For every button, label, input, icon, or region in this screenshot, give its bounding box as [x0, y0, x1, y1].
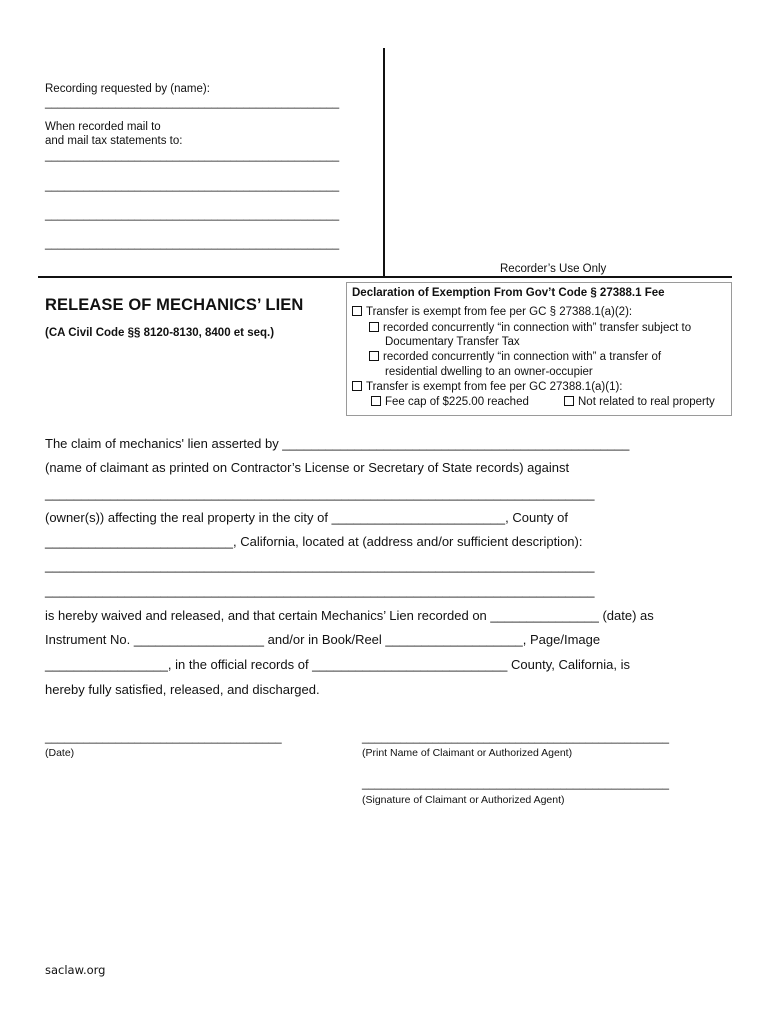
- date-label: (Date): [45, 747, 75, 759]
- exemption-a1-checkbox[interactable]: [352, 381, 362, 391]
- header-vertical-divider: [383, 48, 385, 278]
- mail-address-blank-1[interactable]: ______________________________________________: [45, 150, 340, 162]
- body-line-instrument[interactable]: Instrument No. __________________ and/or in Book/Reel ___________________, Page/Image: [45, 632, 601, 647]
- header-horizontal-divider: [38, 276, 732, 278]
- mail-address-blank-4[interactable]: ______________________________________________: [45, 238, 340, 250]
- fee-cap-checkbox[interactable]: [371, 396, 381, 406]
- mail-address-blank-3[interactable]: ______________________________________________: [45, 209, 340, 221]
- exemption-a1-label: Transfer is exempt from fee per GC 27388.1(a)(1):: [366, 381, 623, 393]
- exemption-item-a2-owner: [369, 351, 661, 363]
- exemption-dtt-label: recorded concurrently “in connection with” transfer subject to: [383, 322, 692, 334]
- exemption-dtt-checkbox[interactable]: [369, 322, 379, 332]
- not-real-property-label: Not related to real property: [578, 396, 715, 408]
- print-name-label: (Print Name of Claimant or Authorized Agent): [362, 747, 573, 759]
- recorders-use-label: Recorder’s Use Only: [500, 263, 607, 275]
- body-line-owner-blank[interactable]: ____________________________________________________________________________: [45, 486, 595, 501]
- body-line-official-records[interactable]: _________________, in the official records of ___________________________ County, California, is: [45, 657, 630, 672]
- fee-cap-label: Fee cap of $225.00 reached: [385, 396, 529, 408]
- exemption-a2-label: Transfer is exempt from fee per GC § 27388.1(a)(2):: [366, 306, 633, 318]
- body-line-city-county[interactable]: (owner(s)) affecting the real property in the city of ________________________, County of: [45, 510, 568, 525]
- recording-requested-blank[interactable]: ______________________________________________: [45, 97, 340, 109]
- exemption-item-a2-dtt: [369, 322, 691, 334]
- exemption-owner-checkbox[interactable]: [369, 351, 379, 361]
- exemption-a2-checkbox[interactable]: [352, 306, 362, 316]
- exemption-item-not-real-property: [564, 396, 715, 408]
- document-title: RELEASE OF MECHANICS’ LIEN: [45, 296, 304, 314]
- exemption-item-a2: [352, 306, 632, 318]
- signature-blank[interactable]: ________________________________________________: [362, 778, 669, 790]
- signature-label: (Signature of Claimant or Authorized Agent): [362, 794, 565, 806]
- mail-address-blank-2[interactable]: ______________________________________________: [45, 180, 340, 192]
- exemption-dtt-label-cont: Documentary Transfer Tax: [385, 336, 520, 348]
- exemption-item-fee-cap: [371, 396, 529, 408]
- exemption-item-a1: [352, 381, 623, 393]
- recording-requested-label: Recording requested by (name):: [45, 83, 210, 95]
- not-real-property-checkbox[interactable]: [564, 396, 574, 406]
- body-line-location[interactable]: __________________________, California, located at (address and/or sufficient description):: [45, 534, 583, 549]
- exemption-owner-label: recorded concurrently “in connection with” a transfer of: [383, 351, 662, 363]
- exemption-owner-label-cont: residential dwelling to an owner-occupier: [385, 366, 593, 378]
- body-line-description-blank-1[interactable]: ____________________________________________________________________________: [45, 558, 595, 573]
- footer-site: saclaw.org: [45, 963, 106, 977]
- body-line-recorded-date[interactable]: is hereby waived and released, and that certain Mechanics’ Lien recorded on _______________ (date) as: [45, 608, 654, 623]
- body-line-claimant[interactable]: The claim of mechanics' lien asserted by ________________________________________________: [45, 436, 630, 451]
- print-name-blank[interactable]: ________________________________________________: [362, 732, 669, 744]
- exemption-title: Declaration of Exemption From Gov’t Code § 27388.1 Fee: [352, 287, 665, 299]
- mail-to-label-line2: and mail tax statements to:: [45, 135, 183, 147]
- body-line-claimant-note: (name of claimant as printed on Contractor’s License or Secretary of State records) against: [45, 460, 570, 475]
- document-subtitle: (CA Civil Code §§ 8120-8130, 8400 et seq.): [45, 327, 275, 339]
- date-blank[interactable]: _____________________________________: [45, 732, 282, 744]
- body-line-discharged: hereby fully satisfied, released, and discharged.: [45, 682, 320, 697]
- mail-to-label-line1: When recorded mail to: [45, 121, 161, 133]
- body-line-description-blank-2[interactable]: ____________________________________________________________________________: [45, 583, 595, 598]
